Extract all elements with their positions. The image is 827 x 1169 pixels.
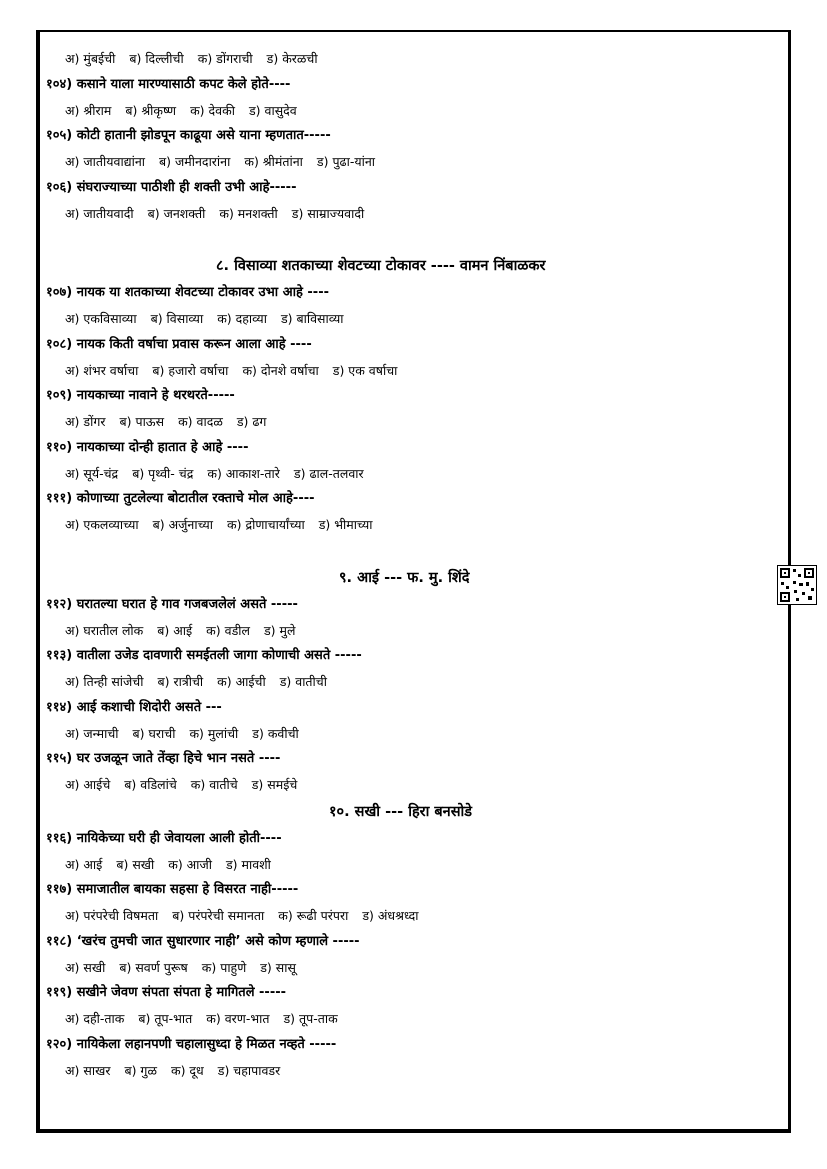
option-text: क) आईची bbox=[217, 674, 266, 689]
option-text: ड) बाविसाव्या bbox=[280, 311, 344, 326]
option-text: अ) जातीयवादी bbox=[65, 205, 134, 221]
option-text: क) दोनशे वर्षाचा bbox=[242, 362, 319, 378]
option-text: क) दूध bbox=[170, 1062, 204, 1078]
options-row bbox=[46, 1058, 781, 1084]
option-text: क) वादळ bbox=[178, 414, 223, 429]
question-text: ११३) वातीला उजेड दावणारी समईतली जागा कोणाची असते ----- bbox=[46, 648, 362, 663]
spacer bbox=[46, 226, 781, 252]
option-text: क) डोंगराची bbox=[197, 51, 253, 66]
option-text: ड) केरळची bbox=[266, 51, 318, 66]
option-text: ब) जनशक्ती bbox=[147, 205, 206, 221]
option-text: ब) परंपरेची समानता bbox=[172, 908, 265, 923]
option-text: ब) गुळ bbox=[124, 1062, 157, 1078]
options-row bbox=[46, 98, 781, 124]
option-text: ब) घराची bbox=[132, 725, 176, 741]
option-text: अ) मुंबईची bbox=[65, 51, 116, 66]
option-text: अ) घरातील लोक bbox=[65, 622, 144, 638]
option-text: क) मनशक्ती bbox=[219, 205, 278, 221]
option-text: ब) अर्जुनाच्या bbox=[152, 517, 214, 532]
question-text: ११२) घरातल्या घरात हे गाव गजबजलेलं असते ----- bbox=[46, 596, 298, 612]
question-text: १११) कोणाच्या तुटलेल्या बोटातील रक्ताचे मोल आहे---- bbox=[46, 491, 315, 506]
question-text: १०४) कसाने याला मारण्यासाठी कपट केले होते---- bbox=[46, 76, 291, 92]
option-text: क) देवकी bbox=[190, 102, 235, 118]
options-row bbox=[46, 46, 781, 72]
option-text: क) वडील bbox=[206, 622, 250, 638]
option-text: ब) श्रीकृष्ण bbox=[125, 102, 177, 118]
option-text: ड) एक वर्षाचा bbox=[332, 362, 398, 378]
option-text: ब) तूप-भात bbox=[138, 1011, 193, 1026]
option-text: अ) परंपरेची विषमता bbox=[65, 908, 159, 923]
option-text: क) पाहुणे bbox=[201, 959, 247, 975]
question-text: १०७) नायक या शतकाच्या शेवटच्या टोकावर उभा आहे ---- bbox=[46, 285, 329, 300]
option-text: ड) भीमाच्या bbox=[318, 517, 373, 532]
options-row bbox=[46, 358, 781, 384]
option-text: ब) विसाव्या bbox=[150, 311, 204, 326]
option-text: ब) पाऊस bbox=[119, 414, 165, 429]
option-text: ड) तूप-ताक bbox=[283, 1011, 338, 1026]
question-text: ११४) आई कशाची शिदोरी असते --- bbox=[46, 699, 222, 715]
options-row bbox=[46, 461, 781, 487]
option-text: क) श्रीमंतांना bbox=[244, 154, 303, 169]
options-row bbox=[46, 618, 781, 644]
option-text: क) मुलांची bbox=[189, 725, 239, 741]
option-text: क) आजी bbox=[168, 856, 212, 872]
section-heading: ९. आई --- फ. मु. शिंदे bbox=[339, 569, 470, 586]
option-text: ब) रात्रीची bbox=[157, 674, 204, 689]
option-text: ब) आई bbox=[157, 622, 193, 638]
option-text: अ) डोंगर bbox=[65, 414, 106, 429]
options-row bbox=[46, 149, 781, 175]
question-text: १०९) नायकाच्या नावाने हे थरथरते----- bbox=[46, 388, 235, 403]
question-text: ११८) ‘खरंच तुमची जात सुधारणार नाही’ असे कोण म्हणाले ----- bbox=[46, 933, 360, 949]
question-text: ११९) सखीने जेवण संपता संपता हे मागितले ----- bbox=[46, 985, 287, 1000]
question-text: १०६) संघराज्याच्या पाठीशी ही शक्ती उभी आहे----- bbox=[46, 179, 297, 195]
option-text: ड) मावशी bbox=[225, 856, 271, 872]
question-text: ११६) नायिकेच्या घरी ही जेवायला आली होती---- bbox=[46, 830, 282, 846]
option-text: अ) जातीयवाद्यांना bbox=[65, 154, 146, 169]
options-row bbox=[46, 669, 781, 695]
question-text: १०५) कोटी हातानी झोडपून काढूया असे याना म्हणतात----- bbox=[46, 128, 331, 143]
options-row bbox=[46, 772, 781, 798]
options-row bbox=[46, 721, 781, 747]
option-text: अ) तिन्ही सांजेची bbox=[65, 674, 144, 689]
question-text: ११५) घर उजळून जाते तेंव्हा हिचे भान नसते ---- bbox=[46, 751, 281, 766]
option-text: अ) एकलव्याच्या bbox=[65, 517, 139, 532]
section-heading: ८. विसाव्या शतकाच्या शेवटच्या टोकावर ---- वामन निंबाळकर bbox=[216, 258, 546, 274]
option-text: क) वरण-भात bbox=[206, 1011, 270, 1026]
option-text: ड) अंधश्रध्दा bbox=[362, 908, 419, 923]
option-text: अ) सखी bbox=[65, 959, 106, 975]
option-text: ड) साम्राज्यवादी bbox=[291, 205, 365, 221]
option-text: ब) वडिलांचे bbox=[124, 777, 177, 792]
options-row bbox=[46, 903, 781, 929]
option-text: ड) चहापावडर bbox=[217, 1062, 281, 1078]
option-text: अ) सूर्य-चंद्र bbox=[65, 465, 119, 481]
options-row bbox=[46, 409, 781, 435]
option-text: ब) जमीनदारांना bbox=[159, 154, 231, 169]
option-text: ड) सासू bbox=[260, 959, 296, 975]
options-row bbox=[46, 852, 781, 878]
option-text: ड) समईचे bbox=[251, 777, 298, 792]
option-text: ड) ढाल-तलवार bbox=[293, 465, 364, 481]
option-text: ड) मुले bbox=[263, 622, 296, 638]
option-text: ड) कवीची bbox=[252, 725, 299, 741]
option-text: अ) साखर bbox=[65, 1062, 111, 1078]
option-text: अ) आई bbox=[65, 856, 103, 872]
option-text: ब) पृथ्वी- चंद्र bbox=[132, 465, 194, 481]
option-text: ड) ढग bbox=[236, 414, 267, 429]
options-row bbox=[46, 955, 781, 981]
question-text: १०८) नायक किती वर्षाचा प्रवास करून आला आहे ---- bbox=[46, 336, 312, 352]
option-text: ब) सखी bbox=[116, 856, 155, 872]
option-text: क) आकाश-तारे bbox=[207, 465, 280, 481]
option-text: ब) दिल्लीची bbox=[129, 51, 184, 66]
option-text: अ) एकविसाव्या bbox=[65, 311, 137, 326]
question-text: ११७) समाजातील बायका सहसा हे विसरत नाही----- bbox=[46, 882, 299, 897]
spacer bbox=[46, 538, 781, 564]
option-text: ब) हजारो वर्षाचा bbox=[152, 362, 229, 378]
option-text: ड) पुढा-यांना bbox=[316, 154, 375, 169]
qr-code bbox=[777, 565, 817, 605]
options-row bbox=[46, 306, 781, 332]
question-text: ११०) नायकाच्या दोन्ही हातात हे आहे ---- bbox=[46, 439, 249, 455]
option-text: ड) वातीची bbox=[279, 674, 327, 689]
option-text: क) दहाव्या bbox=[217, 311, 267, 326]
option-text: ड) वासुदेव bbox=[248, 102, 297, 118]
option-text: ब) सवर्ण पुरूष bbox=[119, 959, 188, 975]
section-heading: १०. सखी --- हिरा बनसोडे bbox=[329, 803, 473, 820]
option-text: अ) जन्माची bbox=[65, 725, 119, 741]
option-text: क) द्रोणाचार्यांच्या bbox=[227, 517, 305, 532]
option-text: अ) शंभर वर्षाचा bbox=[65, 362, 139, 378]
option-text: अ) दही-ताक bbox=[65, 1011, 125, 1026]
option-text: अ) आईचे bbox=[65, 777, 111, 792]
question-text: १२०) नायिकेला लहानपणी चहालासुध्दा हे मिळत नव्हते ----- bbox=[46, 1036, 337, 1052]
options-row bbox=[46, 1006, 781, 1032]
options-row bbox=[46, 201, 781, 227]
question-list bbox=[46, 46, 781, 1083]
option-text: क) रूढी परंपरा bbox=[278, 908, 349, 923]
options-row bbox=[46, 512, 781, 538]
option-text: अ) श्रीराम bbox=[65, 102, 112, 118]
option-text: क) वातीचे bbox=[190, 777, 238, 792]
